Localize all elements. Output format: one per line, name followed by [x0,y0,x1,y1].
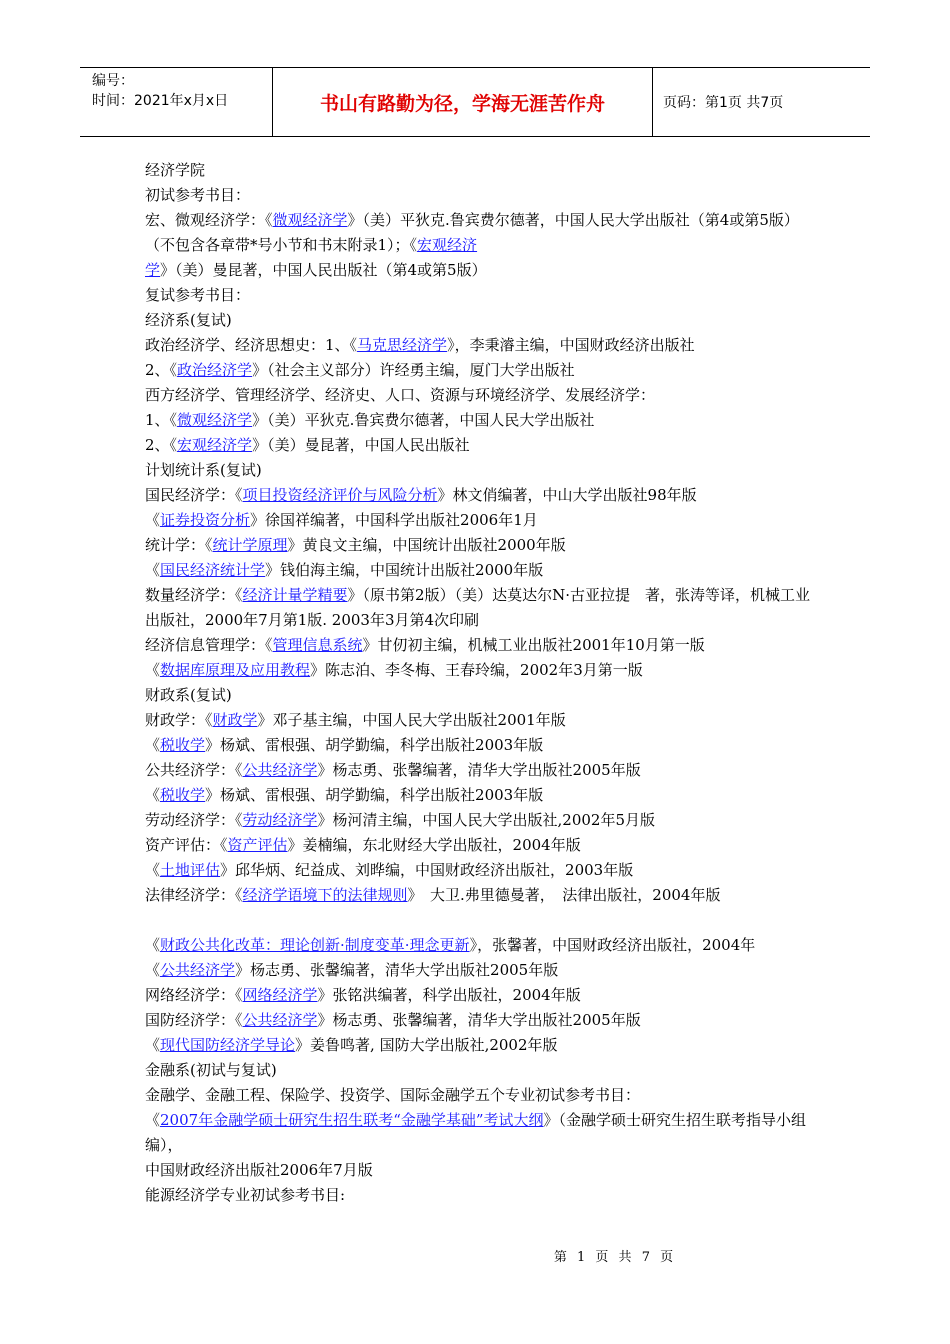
text-line [145,283,815,308]
text-line [145,508,815,533]
text-segment: 》黄良文主编，中国统计出版社2000年版 [287,536,566,554]
text-segment: 《 [145,511,161,529]
text-line [145,533,815,558]
text-segment: 》（社会主义部分）许经勇主编，厦门大学出版社 [252,361,575,379]
book-title-link[interactable]: 马克思经济学 [357,336,448,354]
text-segment: 》 大卫.弗里德曼著， 法律出版社，2004年版 [407,886,721,904]
book-title-link[interactable]: 公共经济学 [160,961,236,979]
text-segment: 公共经济学：《 [145,761,243,779]
text-segment: 》甘仞初主编，机械工业出版社2001年10月第一版 [362,636,705,654]
text-segment: 》（美）平狄克.鲁宾费尔德著，中国人民大学出版社 [252,411,595,429]
text-segment: 财政学：《 [145,711,213,729]
text-segment: 》姜鲁鸣著, 国防大学出版社,2002年版 [295,1036,558,1054]
text-segment: 金融学、金融工程、保险学、投资学、国际金融学五个专业初试参考书目： [145,1086,641,1104]
text-segment: 》（美）曼昆著，中国人民出版社 [252,436,470,454]
text-line [145,1083,815,1108]
book-title-link[interactable]: 财政公共化改革：理论创新·制度变革·理念更新 [160,936,470,954]
text-line [145,483,815,508]
book-title-link[interactable]: 网络经济学 [242,986,318,1004]
book-title-link[interactable]: 经济计量学精要 [242,586,348,604]
text-line [145,808,815,833]
text-line [145,158,815,183]
text-segment: 经济系(复试) [145,311,232,329]
text-line [145,1183,815,1208]
text-segment: 《 [145,1111,161,1129]
text-segment: 数量经济学：《 [145,586,243,604]
text-line [145,733,815,758]
header-page-info: 页码：第1页 共7页 [663,95,784,111]
text-segment: 宏、微观经济学：《 [145,211,273,229]
book-title-link[interactable]: 劳动经济学 [242,811,318,829]
document-body [145,158,815,1208]
text-segment: 》杨河清主编，中国人民大学出版社,2002年5月版 [317,811,656,829]
book-title-link[interactable]: 数据库原理及应用教程 [160,661,311,679]
book-title-link[interactable]: 经济学语境下的法律规则 [242,886,408,904]
text-segment: 《 [145,1036,161,1054]
text-segment: 》林文俏编著，中山大学出版社98年版 [437,486,697,504]
text-line [145,683,815,708]
text-line [145,958,815,983]
book-title-link[interactable]: 土地评估 [160,861,221,879]
text-segment: 经济学院 [145,161,206,179]
text-line [145,383,815,408]
book-title-link[interactable]: 统计学原理 [212,536,288,554]
text-line [145,1033,815,1058]
text-segment: 《 [145,861,161,879]
text-segment: 》（原书第2版）（美）达莫达尔N·古亚拉提 著，张涛等译，机械工业出版社，2000年7月第1版. 2003年3月第4次印刷 [145,586,810,629]
book-title-link[interactable]: 管理信息系统 [272,636,363,654]
text-line [145,983,815,1008]
book-title-link[interactable]: 现代国防经济学导论 [160,1036,296,1054]
text-line [145,633,815,658]
book-title-link[interactable]: 税收学 [160,736,206,754]
header-meta [80,68,273,136]
text-line [145,858,815,883]
text-line [145,1108,815,1158]
text-line [145,833,815,858]
text-segment: 》钱伯海主编，中国统计出版社2000年版 [265,561,544,579]
text-segment: 计划统计系(复试) [145,461,262,479]
book-title-link[interactable]: 项目投资经济评价与风险分析 [242,486,438,504]
text-segment: 》，张馨著，中国财政经济出版社，2004年 [469,936,756,954]
text-segment: 》杨志勇、张馨编著，清华大学出版社2005年版 [235,961,559,979]
book-title-link[interactable]: 国民经济统计学 [160,561,266,579]
text-line [145,408,815,433]
text-segment: 》陈志泊、李冬梅、王春玲编，2002年3月第一版 [310,661,643,679]
text-segment: 》杨斌、雷根强、胡学勤编，科学出版社2003年版 [205,736,544,754]
book-title-link[interactable]: 税收学 [160,786,206,804]
text-line [145,333,815,358]
text-segment: 复试参考书目： [145,286,251,304]
text-line [145,783,815,808]
book-title-link[interactable]: 宏观经济学 [177,436,253,454]
text-line [145,708,815,733]
text-segment: 《 [145,661,161,679]
text-segment: 》（美）平狄克.鲁宾费尔德著，中国人民大学出版社（第4或第5版）（不包含各章带*号小节和书末附录1）；《 [145,211,799,254]
page-header [80,67,870,137]
text-segment: 》杨志勇、张馨编著，清华大学出版社2005年版 [317,761,641,779]
text-segment: 资产评估：《 [145,836,228,854]
text-segment: 能源经济学专业初试参考书目: [145,1186,346,1204]
text-line [145,758,815,783]
text-line [145,208,815,283]
text-segment: 》（金融学硕士研究生招生联考指导小组编）， [145,1111,807,1154]
document-time-label: 时间：2021年x月x日 [92,93,229,109]
text-segment: 2、《 [145,361,178,379]
text-segment: 》，李秉濬主编，中国财政经济出版社 [447,336,695,354]
text-line [145,933,815,958]
text-segment: 《 [145,936,161,954]
text-segment: 西方经济学、管理经济学、经济史、人口、资源与环境经济学、发展经济学： [145,386,656,404]
book-title-link[interactable]: 微观经济学 [272,211,348,229]
text-segment: 经济信息管理学：《 [145,636,273,654]
book-title-link[interactable]: 宏观经济学 [145,236,478,279]
text-segment: 》张铭洪编著，科学出版社，2004年版 [317,986,581,1004]
book-title-link[interactable]: 政治经济学 [177,361,253,379]
book-title-link[interactable]: 证券投资分析 [160,511,251,529]
text-segment: 《 [145,561,161,579]
text-segment: 国民经济学：《 [145,486,243,504]
text-line [145,883,815,908]
text-segment: 初试参考书目： [145,186,251,204]
text-line [145,433,815,458]
book-title-link[interactable]: 财政学 [212,711,258,729]
text-segment: 《 [145,961,161,979]
text-segment: 》姜楠编，东北财经大学出版社，2004年版 [287,836,581,854]
text-segment: 政治经济学、经济思想史：1、《 [145,336,358,354]
text-line [145,308,815,333]
page-footer: 第 1 页 共 7 页 [553,1250,677,1265]
book-title-link[interactable]: 公共经济学 [242,761,318,779]
text-segment: 《 [145,786,161,804]
text-line [145,458,815,483]
book-title-link[interactable]: 资产评估 [227,836,288,854]
text-line [145,1008,815,1033]
text-segment: 中国财政经济出版社2006年7月版 [145,1161,373,1179]
text-segment: 统计学：《 [145,536,213,554]
text-line [145,183,815,208]
text-segment: 2、《 [145,436,178,454]
text-segment: 财政系(复试) [145,686,232,704]
text-segment: 网络经济学：《 [145,986,243,1004]
header-motto: 书山有路勤为径，学海无涯苦作舟 [273,68,653,136]
text-line [145,658,815,683]
text-segment: 》杨志勇、张馨编著，清华大学出版社2005年版 [317,1011,641,1029]
text-line [145,1058,815,1083]
book-title-link[interactable]: 2007年金融学硕士研究生招生联考“金融学基础”考试大纲 [160,1111,544,1129]
text-line [145,358,815,383]
book-title-link[interactable]: 微观经济学 [177,411,253,429]
text-segment: 》邱华炳、纪益成、刘晔编，中国财政经济出版社，2003年版 [220,861,634,879]
book-title-link[interactable]: 公共经济学 [242,1011,318,1029]
text-segment: 金融系(初试与复试) [145,1061,277,1079]
text-segment: 劳动经济学：《 [145,811,243,829]
blank-line [145,908,815,933]
text-segment: 法律经济学：《 [145,886,243,904]
text-segment: 》邓子基主编，中国人民大学出版社2001年版 [257,711,566,729]
text-segment: 国防经济学：《 [145,1011,243,1029]
text-line [145,558,815,583]
text-line [145,583,815,633]
text-segment: 》（美）曼昆著，中国人民出版社（第4或第5版） [160,261,487,279]
document-number-label: 编号： [92,73,134,89]
text-segment: 《 [145,736,161,754]
text-segment: 1、《 [145,411,178,429]
text-segment: 》徐国祥编著，中国科学出版社2006年1月 [250,511,538,529]
text-segment: 》杨斌、雷根强、胡学勤编，科学出版社2003年版 [205,786,544,804]
text-line [145,1158,815,1183]
